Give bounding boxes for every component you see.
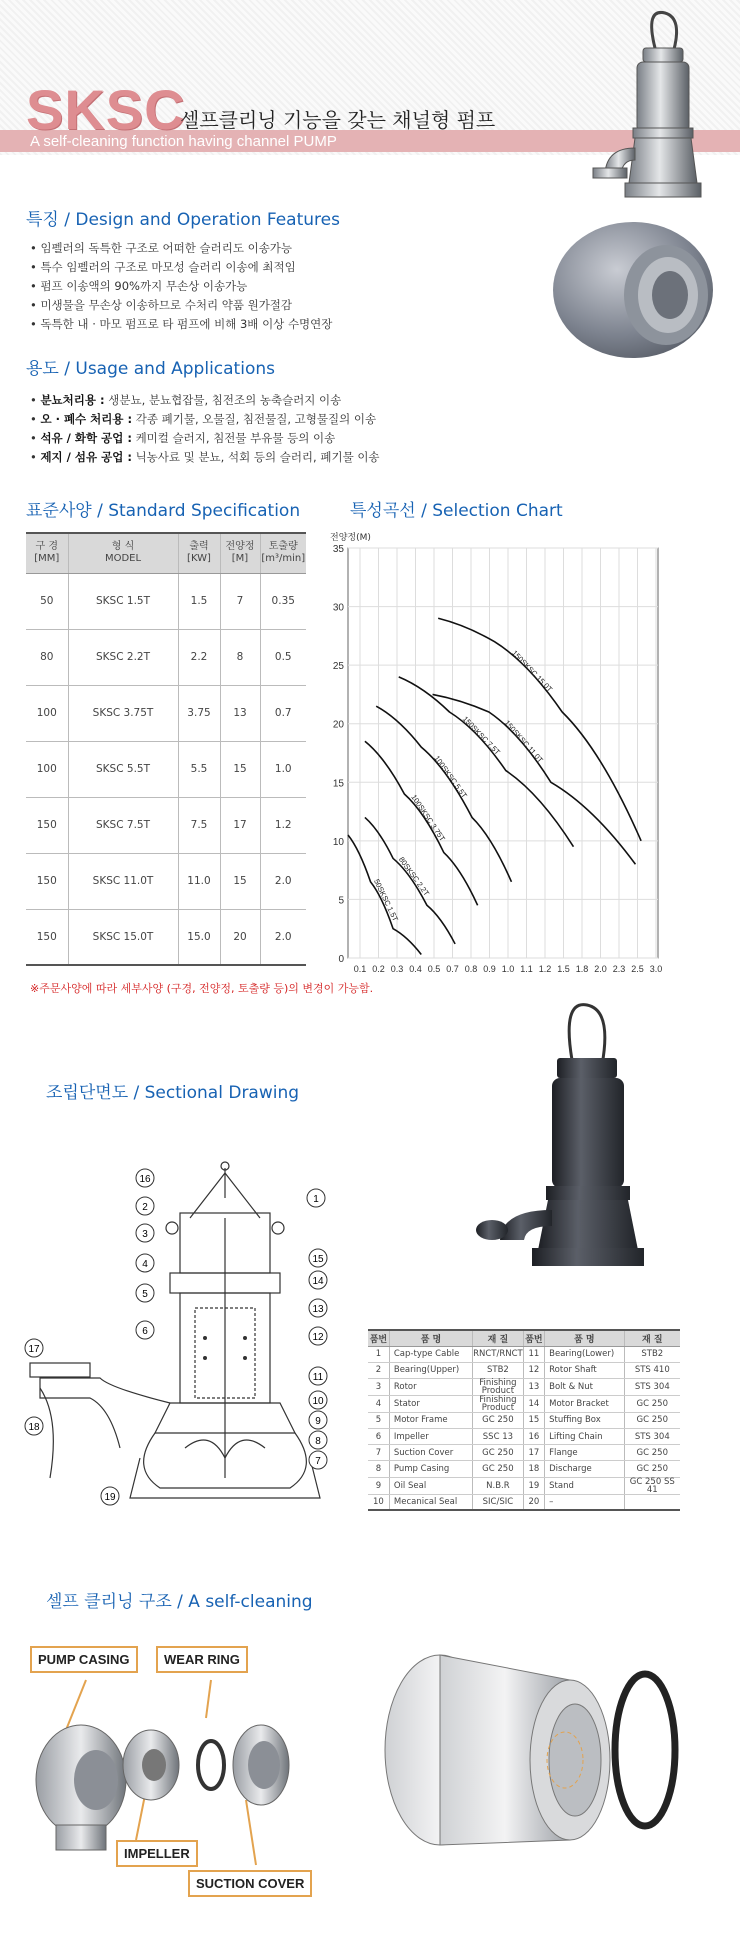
table-cell: 15 [220,853,260,909]
svg-text:12: 12 [312,1332,324,1343]
table-cell: 1.0 [260,741,306,797]
features-list [30,239,332,334]
table-cell: 5 [368,1412,389,1428]
table-cell: 150 [26,853,68,909]
svg-text:8: 8 [315,1436,321,1447]
table-cell: 3 [368,1378,389,1395]
list-item: • 분뇨처리용 : 생분뇨, 분뇨협잡물, 침전조의 농축슬러지 이송 [30,393,342,407]
table-cell: 150 [26,797,68,853]
table-cell: Rotor [389,1378,472,1395]
callout-18 [25,1417,43,1435]
list-item: • 임펠러의 독특한 구조로 어떠한 슬러리도 이송가능 [30,239,332,258]
table-cell: 2.0 [260,853,306,909]
table-cell: 12 [523,1362,544,1378]
header-subtitle-en: A self-cleaning function having channel PUMP [30,133,337,150]
table-row [26,573,306,629]
callout-10 [309,1391,327,1409]
x-tick-label: 0.2 [372,964,385,974]
svg-text:7: 7 [315,1456,321,1467]
table-cell: 4 [368,1395,389,1412]
table-row [368,1477,680,1494]
callout-1 [307,1189,325,1207]
table-cell: 16 [523,1429,544,1445]
table-cell: Flange [545,1445,624,1461]
x-tick-label: 0.9 [483,964,496,974]
svg-text:18: 18 [28,1422,40,1433]
svg-text:1: 1 [313,1194,319,1205]
table-cell: Bearing(Upper) [389,1362,472,1378]
callout-3 [136,1224,154,1242]
x-tick-label: 2.3 [612,964,626,974]
spec-note: ※주문사양에 따라 세부사양 (구경, 전양정, 토출량 등)의 변경이 가능함. [30,982,374,995]
series-line [438,618,641,841]
x-tick-label: 0.5 [427,964,441,974]
sectional-title: 조립단면도 / Sectional Drawing [46,1083,300,1103]
table-cell: 7.5 [178,797,220,853]
table-cell: 0.35 [260,573,306,629]
table-cell: 17 [220,797,260,853]
col-header: 형 식 MODEL [68,533,178,573]
table-cell: Impeller [389,1429,472,1445]
table-cell: GC 250 [624,1461,680,1477]
table-cell: 15 [220,741,260,797]
callout-16 [136,1169,154,1187]
table-row [368,1445,680,1461]
usage-label: 석유 / 화학 공업 : [40,431,132,445]
col-header: 재 질 [624,1330,680,1346]
table-cell: 20 [220,909,260,965]
table-row [368,1412,680,1428]
series-label: 100SKSC 5.5T [432,753,469,800]
table-cell: 14 [523,1395,544,1412]
usage-label: 오 · 폐수 처리용 : [40,412,133,426]
table-cell: 1.5 [178,573,220,629]
table-cell: STB2 [473,1362,524,1378]
svg-text:9: 9 [315,1416,321,1427]
parts-table [368,1329,680,1511]
table-cell: 2 [368,1362,389,1378]
col-header: 품 명 [389,1330,472,1346]
table-cell: SKSC 11.0T [68,853,178,909]
callout-11 [309,1367,327,1385]
table-cell: 2.0 [260,909,306,965]
svg-text:3: 3 [142,1229,148,1240]
table-cell: Bearing(Lower) [545,1346,624,1362]
table-cell: 8 [368,1461,389,1477]
spec-title: 표준사양 / Standard Specification [26,501,301,521]
table-cell: Bolt & Nut [545,1378,624,1395]
table-cell: 7 [220,573,260,629]
x-tick-label: 1.2 [538,964,552,974]
table-row [368,1429,680,1445]
series-line [399,677,574,847]
table-cell: Cap-type Cable [389,1346,472,1362]
table-cell: N.B.R [473,1477,524,1494]
table-cell: SKSC 7.5T [68,797,178,853]
callout-9 [309,1411,327,1429]
table-cell: 5.5 [178,741,220,797]
col-header: 재 질 [473,1330,524,1346]
series-label: 50SKSC 1.5T [372,877,401,923]
series-label: 150SKSC 7.5T [460,714,503,757]
table-cell: 8 [220,629,260,685]
series-label: 150SKSC 15.0T [510,648,555,694]
table-row [26,797,306,853]
table-cell: SKSC 3.75T [68,685,178,741]
table-cell: STS 410 [624,1362,680,1378]
list-item: • 미생물을 무손상 이송하므로 수처리 약품 원가절감 [30,296,332,315]
col-header: 구 경 [MM] [26,533,68,573]
table-cell: GC 250 [624,1412,680,1428]
x-tick-label: 2.0 [594,964,607,974]
selfcleaning-title: 셀프 클리닝 구조 / A self-cleaning [46,1592,313,1612]
callout-12 [309,1327,327,1345]
series-label: 80SKSC 2.2T [396,855,432,898]
svg-text:17: 17 [28,1344,40,1355]
table-cell: 15.0 [178,909,220,965]
selection-chart [328,528,668,978]
usage-list [30,391,380,467]
svg-text:19: 19 [104,1492,116,1503]
x-tick-label: 0.3 [390,964,404,974]
table-cell: RNCT/RNCT [473,1346,524,1362]
table-cell: 11 [523,1346,544,1362]
table-cell: 1 [368,1346,389,1362]
svg-text:6: 6 [142,1326,148,1337]
features-title: 특징 / Design and Operation Features [26,210,340,230]
svg-text:16: 16 [139,1174,151,1185]
table-cell: SIC/SIC [473,1494,524,1510]
table-cell: Rotor Shaft [545,1362,624,1378]
svg-text:10: 10 [312,1396,324,1407]
label-pump-casing: PUMP CASING [30,1646,138,1673]
x-tick-label: 3.0 [649,964,663,974]
header-subtitle-kr: 셀프클리닝 기능을 갖는 채널형 펌프 [180,108,496,132]
table-cell: SKSC 15.0T [68,909,178,965]
series-line [376,706,511,882]
pump-product-image [585,8,720,208]
usage-text: 각종 폐기물, 오물질, 침전물질, 고형물질의 이송 [132,412,377,426]
table-cell: SKSC 1.5T [68,573,178,629]
table-cell: SKSC 2.2T [68,629,178,685]
sectional-drawing [20,1158,340,1508]
table-cell: 13 [220,685,260,741]
table-row [26,909,306,965]
x-tick-label: 2.5 [631,964,644,974]
y-tick-label: 30 [332,602,344,614]
table-cell: GC 250 SS 41 [624,1477,680,1494]
table-cell: Finishing Product [473,1378,524,1395]
table-cell: 15 [523,1412,544,1428]
x-tick-label: 0.8 [464,964,478,974]
list-item: • 석유 / 화학 공업 : 케미컬 슬러지, 침전물 부유물 등의 이송 [30,431,336,445]
table-cell: 2.2 [178,629,220,685]
x-tick-label: 1.5 [557,964,570,974]
table-cell: GC 250 [624,1445,680,1461]
table-cell: Stand [545,1477,624,1494]
table-cell: Stator [389,1395,472,1412]
table-cell: 6 [368,1429,389,1445]
table-row [26,629,306,685]
table-cell: 10 [368,1494,389,1510]
svg-text:14: 14 [312,1276,324,1287]
table-cell: Oil Seal [389,1477,472,1494]
table-row [368,1494,680,1510]
chart-title: 특성곡선 / Selection Chart [350,501,563,521]
table-cell: 3.75 [178,685,220,741]
svg-text:15: 15 [312,1254,324,1265]
table-row [368,1378,680,1395]
table-cell: 9 [368,1477,389,1494]
plot-frame [348,548,658,958]
series-label: 150SKSC 11.0T [502,718,545,765]
x-tick-label: 1.0 [501,964,515,974]
usage-label: 제지 / 섬유 공업 : [40,450,132,464]
table-cell: STB2 [624,1346,680,1362]
table-cell: 0.7 [260,685,306,741]
table-cell: 1.2 [260,797,306,853]
x-tick-label: 1.1 [520,964,533,974]
y-tick-label: 15 [332,778,344,790]
col-header: 품번 [368,1330,389,1346]
list-item: • 독특한 내 · 마모 펌프로 타 펌프에 비해 3배 이상 수명연장 [30,315,332,334]
table-cell: GC 250 [624,1395,680,1412]
table-cell: STS 304 [624,1429,680,1445]
table-cell: 100 [26,741,68,797]
svg-text:4: 4 [142,1259,148,1270]
callout-14 [309,1271,327,1289]
table-row [368,1461,680,1477]
col-header: 토출량 [m³/min] [260,533,306,573]
callout-8 [309,1431,327,1449]
col-header: 출력 [KW] [178,533,220,573]
col-header: 전양정 [M] [220,533,260,573]
table-cell: 13 [523,1378,544,1395]
table-cell: Suction Cover [389,1445,472,1461]
table-cell: Mecanical Seal [389,1494,472,1510]
table-cell: 100 [26,685,68,741]
y-tick-label: 0 [338,954,344,965]
table-row [368,1362,680,1378]
table-cell: 20 [523,1494,544,1510]
usage-label: 분뇨처리용 : [40,393,105,407]
table-header-row [26,533,306,573]
table-cell: 19 [523,1477,544,1494]
col-header: 품 명 [545,1330,624,1346]
x-tick-label: 0.4 [409,964,422,974]
table-cell: 11.0 [178,853,220,909]
table-cell: 17 [523,1445,544,1461]
usage-title: 용도 / Usage and Applications [26,359,275,379]
selfcleaning-cutaway-image [360,1640,700,1900]
brand-title: SKSC [26,78,186,141]
x-tick-label: 1.8 [575,964,589,974]
table-cell: Lifting Chain [545,1429,624,1445]
callout-4 [136,1254,154,1272]
table-cell: Stuffing Box [545,1412,624,1428]
svg-text:5: 5 [142,1289,148,1300]
table-cell: Finishing Product [473,1395,524,1412]
callout-7 [309,1451,327,1469]
impeller-casing-image [548,215,720,365]
y-tick-label: 35 [332,544,344,555]
series-label: 100SKSC 3.75T [409,792,448,843]
usage-text: 케미컬 슬러지, 침전물 부유물 등의 이송 [131,431,336,445]
svg-text:13: 13 [312,1304,324,1315]
x-tick-label: 0.1 [353,964,367,974]
table-cell: STS 304 [624,1378,680,1395]
label-suction-cover: SUCTION COVER [188,1870,312,1897]
y-tick-label: 25 [332,661,344,673]
usage-text: 생분뇨, 분뇨협잡물, 침전조의 농축슬러지 이송 [104,393,342,407]
svg-text:11: 11 [312,1372,324,1383]
table-cell: GC 250 [473,1461,524,1477]
callout-6 [136,1321,154,1339]
table-row [368,1395,680,1412]
table-row [26,853,306,909]
list-item: • 오 · 폐수 처리용 : 각종 폐기물, 오물질, 침전물질, 고형물질의 이송 [30,412,377,426]
table-cell: 18 [523,1461,544,1477]
x-tick-label: 0.7 [446,964,459,974]
label-wear-ring: WEAR RING [156,1646,248,1673]
table-cell: GC 250 [473,1412,524,1428]
list-item: • 특수 임펠러의 구조로 마모성 슬러리 이송에 최적임 [30,258,332,277]
callout-2 [136,1197,154,1215]
y-tick-label: 10 [332,836,344,848]
callout-13 [309,1299,327,1317]
usage-text: 닉농사료 및 분뇨, 석회 등의 슬러리, 폐기물 이송 [131,450,380,464]
callout-15 [309,1249,327,1267]
callout-5 [136,1284,154,1302]
spec-table [26,532,306,966]
table-row [26,685,306,741]
table-cell: 7 [368,1445,389,1461]
table-cell [624,1494,680,1510]
table-cell: GC 250 [473,1445,524,1461]
callout-19 [101,1487,119,1505]
list-item: • 펌프 이송액의 90%까지 무손상 이송가능 [30,277,332,296]
table-cell: SSC 13 [473,1429,524,1445]
table-cell: SKSC 5.5T [68,741,178,797]
table-cell: Discharge [545,1461,624,1477]
table-row [26,741,306,797]
callout-17 [25,1339,43,1357]
list-item: • 제지 / 섬유 공업 : 닉농사료 및 분뇨, 석회 등의 슬러리, 폐기물 이송 [30,450,380,464]
y-tick-label: 20 [332,719,344,731]
table-cell: – [545,1494,624,1510]
table-cell: 80 [26,629,68,685]
table-cell: 50 [26,573,68,629]
label-impeller: IMPELLER [116,1840,198,1867]
table-cell: Motor Bracket [545,1395,624,1412]
table-cell: 0.5 [260,629,306,685]
y-axis-label: 전양정(M) [330,533,371,543]
table-cell: Pump Casing [389,1461,472,1477]
svg-text:2: 2 [142,1202,148,1213]
table-cell: 150 [26,909,68,965]
table-header-row [368,1330,680,1346]
table-row [368,1346,680,1362]
pump-photo-dark [462,990,692,1275]
y-tick-label: 5 [338,895,344,907]
col-header: 품번 [523,1330,544,1346]
table-cell: Motor Frame [389,1412,472,1428]
